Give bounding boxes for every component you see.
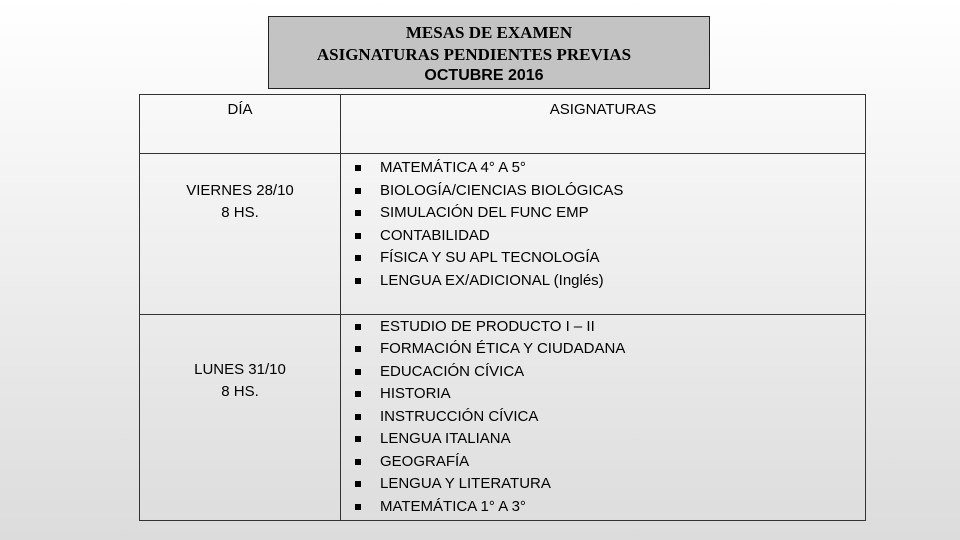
day-label: VIERNES 28/10	[186, 182, 294, 200]
day-cell	[140, 314, 341, 521]
list-item	[341, 157, 865, 180]
subject-name: FÍSICA Y SU APL TECNOLOGÍA	[380, 249, 600, 267]
list-item	[341, 361, 865, 384]
list-item	[341, 270, 865, 293]
square-bullet-icon	[355, 324, 361, 330]
subject-name: ESTUDIO DE PRODUCTO I – II	[380, 317, 595, 335]
list-item	[341, 428, 865, 451]
title-box	[268, 16, 710, 89]
square-bullet-icon	[355, 459, 361, 465]
subject-name: LENGUA ITALIANA	[380, 430, 511, 447]
square-bullet-icon	[355, 414, 361, 420]
subject-name: CONTABILIDAD	[380, 226, 490, 244]
subject-name: FORMACIÓN ÉTICA Y CIUDADANA	[380, 340, 626, 357]
list-item	[341, 451, 865, 474]
subject-name: BIOLOGÍA/CIENCIAS BIOLÓGICAS	[380, 181, 624, 199]
square-bullet-icon	[355, 369, 361, 375]
subjects-cell	[341, 154, 866, 314]
header-subjects: ASIGNATURAS	[341, 95, 866, 154]
table-header-row	[140, 95, 866, 154]
list-item	[341, 406, 865, 429]
list-item	[341, 383, 865, 406]
day-cell	[140, 154, 341, 314]
time-label: 8 HS.	[221, 382, 259, 400]
subject-name: LENGUA EX/ADICIONAL (Inglés)	[380, 271, 604, 289]
list-item	[341, 202, 865, 225]
list-item	[341, 338, 865, 361]
list-item	[341, 225, 865, 248]
subject-name: MATEMÁTICA 1° A 3°	[380, 497, 526, 515]
subject-name: MATEMÁTICA 4° A 5°	[380, 159, 526, 177]
subject-name: LENGUA Y LITERATURA	[380, 475, 551, 492]
subject-list	[341, 154, 865, 292]
subject-list	[341, 315, 865, 519]
subject-name: EDUCACIÓN CÍVICA	[380, 362, 525, 380]
title-line-2: ASIGNATURAS PENDIENTES PREVIAS	[316, 45, 632, 64]
table-row	[140, 154, 866, 314]
square-bullet-icon	[355, 210, 361, 216]
subject-name: GEOGRAFÍA	[380, 452, 470, 470]
list-item	[341, 473, 865, 496]
square-bullet-icon	[355, 346, 361, 352]
header-day: DÍA	[140, 95, 341, 154]
subject-name: SIMULACIÓN DEL FUNC EMP	[380, 204, 589, 222]
list-item	[341, 180, 865, 203]
square-bullet-icon	[355, 278, 361, 284]
list-item	[341, 496, 865, 519]
list-item	[341, 316, 865, 339]
square-bullet-icon	[355, 255, 361, 261]
square-bullet-icon	[355, 188, 361, 194]
subject-name: HISTORIA	[380, 385, 451, 402]
title-line-1: MESAS DE EXAMEN	[405, 23, 573, 42]
square-bullet-icon	[355, 233, 361, 239]
square-bullet-icon	[355, 504, 361, 510]
list-item	[341, 247, 865, 270]
exam-schedule-table	[139, 94, 866, 521]
day-label: LUNES 31/10	[194, 360, 286, 378]
square-bullet-icon	[355, 165, 361, 171]
square-bullet-icon	[355, 391, 361, 397]
square-bullet-icon	[355, 481, 361, 487]
subjects-cell	[341, 314, 866, 521]
square-bullet-icon	[355, 436, 361, 442]
time-label: 8 HS.	[221, 204, 259, 222]
subject-name: INSTRUCCIÓN CÍVICA	[380, 407, 539, 425]
title-line-3: OCTUBRE 2016	[424, 67, 544, 84]
table-row	[140, 314, 866, 521]
